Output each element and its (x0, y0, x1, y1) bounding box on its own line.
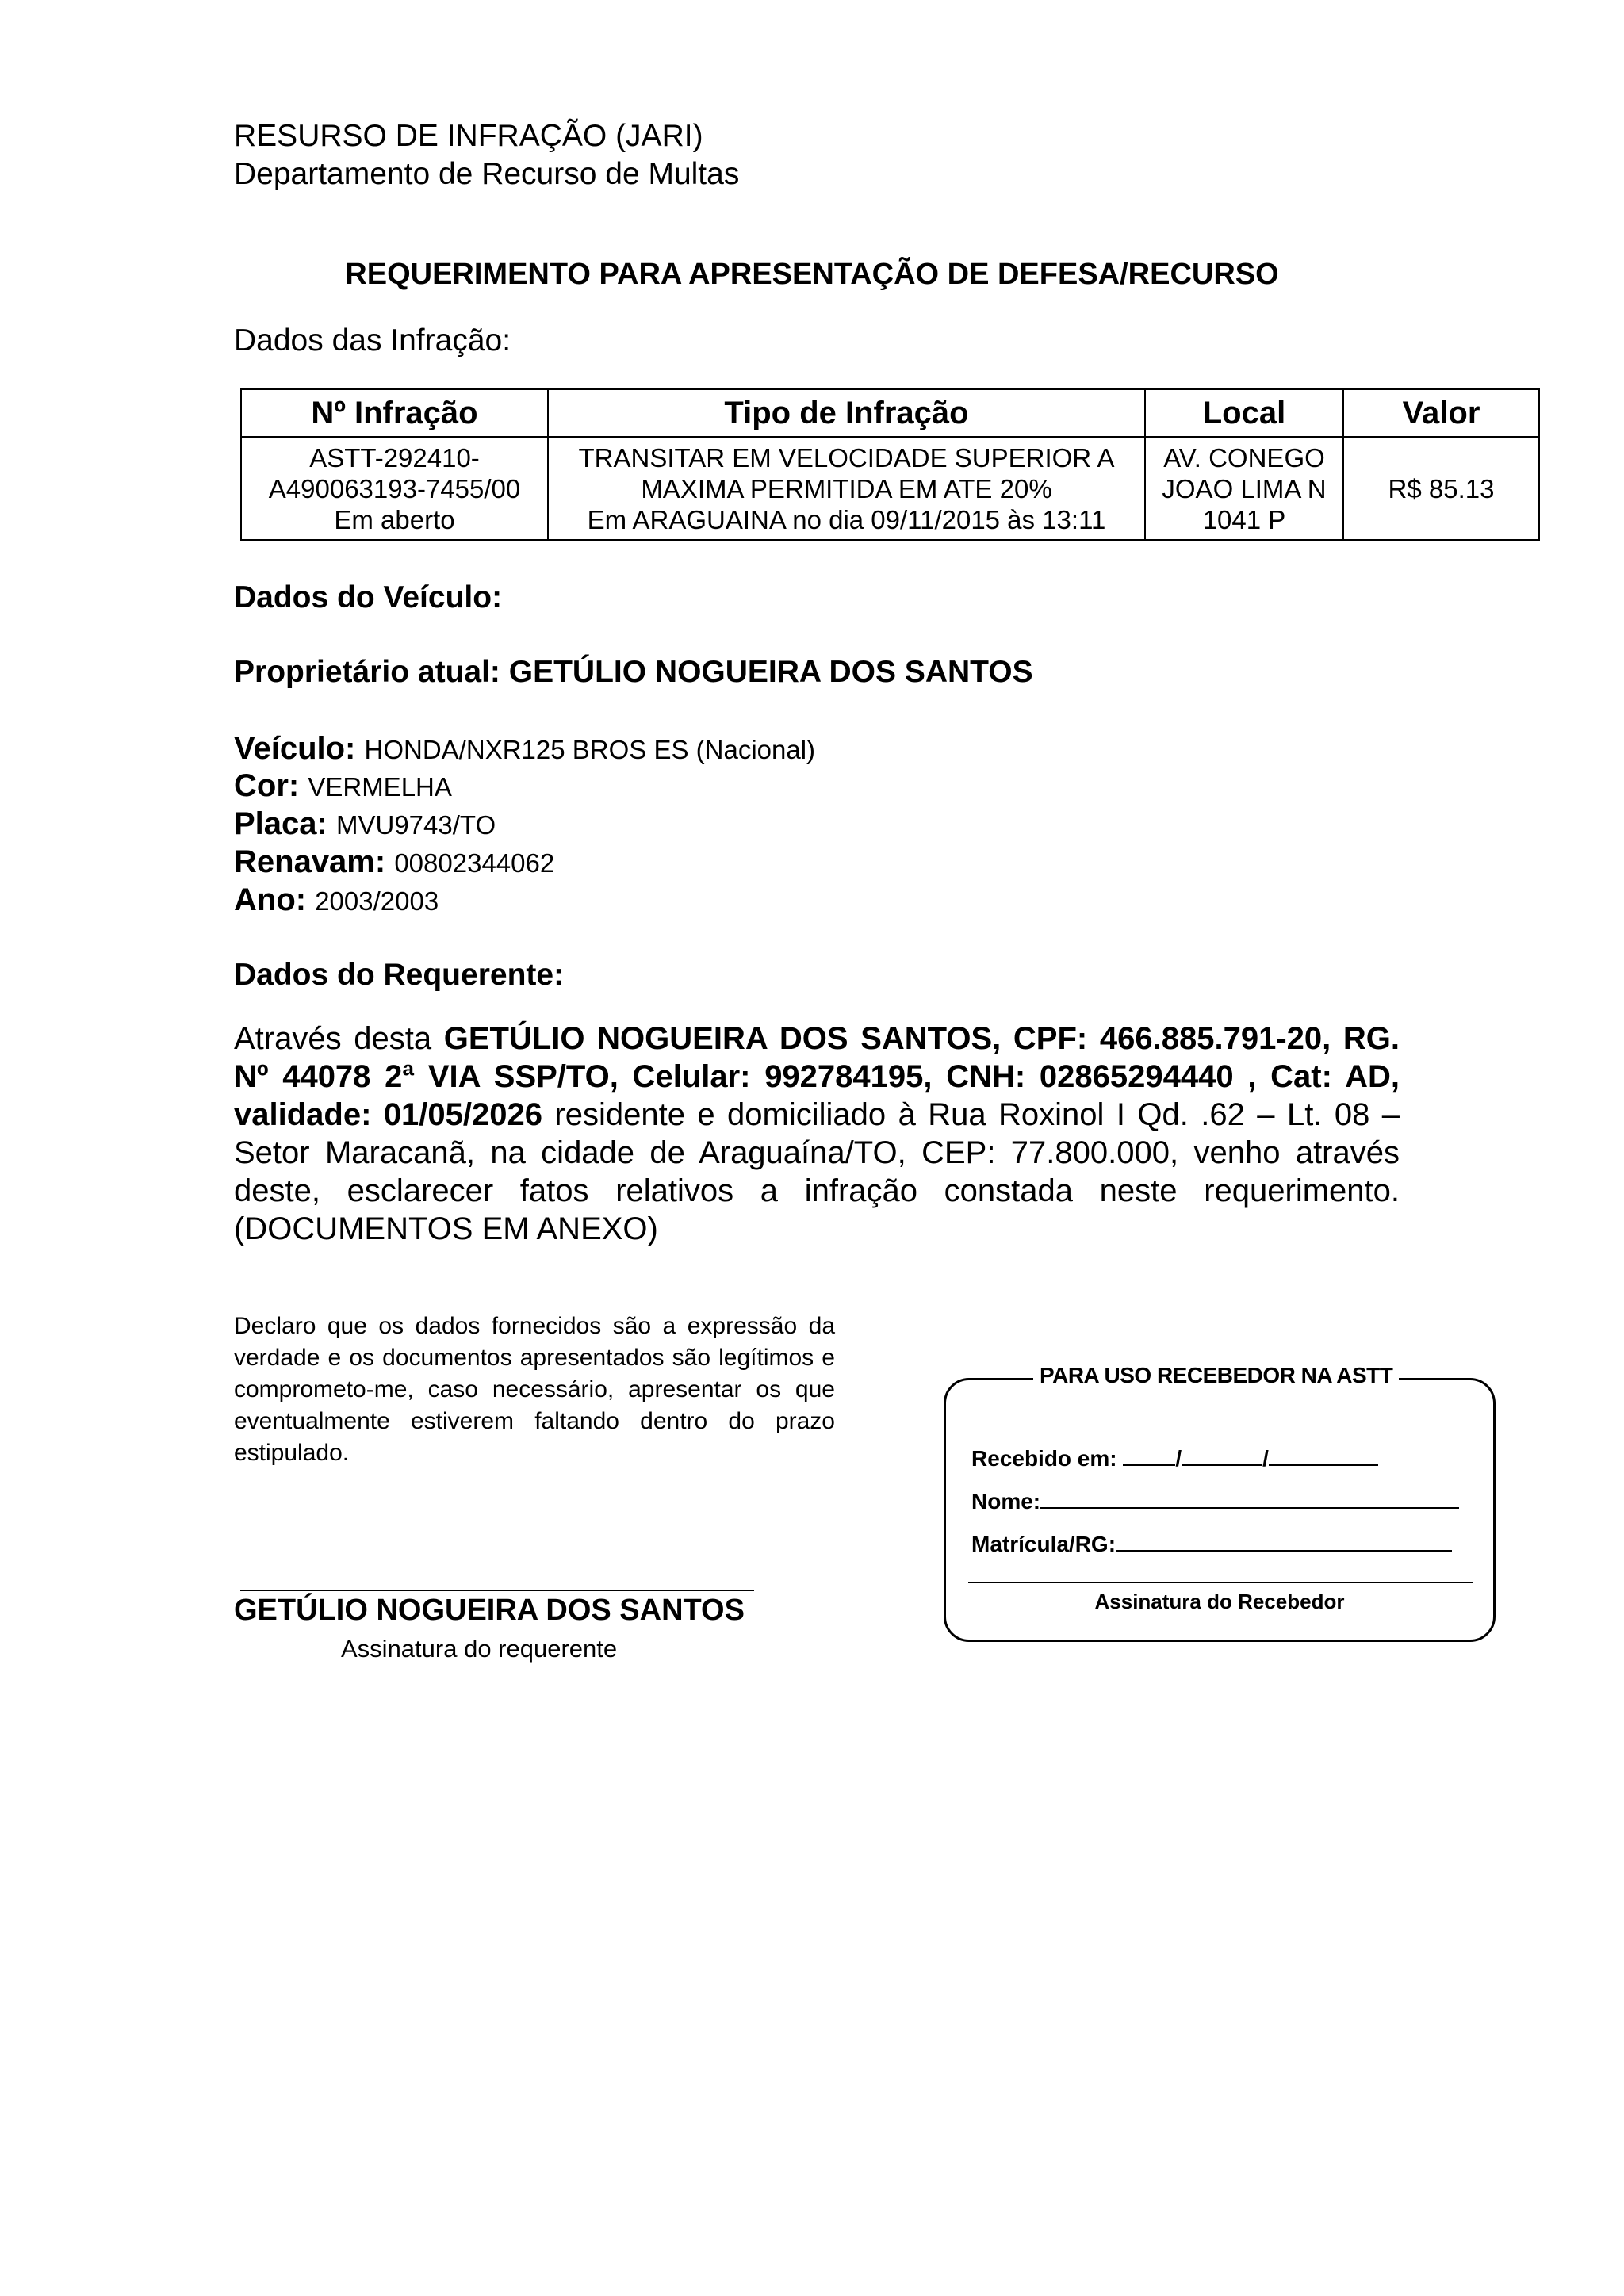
cell-local: AV. CONEGO JOAO LIMA N 1041 P (1145, 437, 1343, 540)
requerente-paragraph: Através desta GETÚLIO NOGUEIRA DOS SANTOS, CPF: 466.885.791-20, RG. Nº 44078 2ª VIA SSP/TO, Celular: 992784195, CNH: 02865294440 , Cat: AD, validade: 01/05/2026 residente e domiciliado à Rua Roxinol I Qd. .62 – Lt. 08 – Setor Maracanã, na cidade de Araguaína/TO, CEP: 77.800.000, venho através deste, esclarecer fatos relativos a infração constada neste requerimento. (DOCUMENTOS EM ANEXO) (234, 1021, 1400, 1246)
proprietario-label: Proprietário atual: (234, 655, 500, 689)
signature-line (240, 1590, 754, 1591)
cell-numero: ASTT-292410- A490063193-7455/00 Em aberto (241, 437, 548, 540)
header-local: Local (1145, 389, 1343, 437)
header-numero: Nº Infração (241, 389, 548, 437)
header-subtitle: Departamento de Recurso de Multas (234, 157, 740, 191)
infracao-section-label: Dados das Infração: (234, 323, 511, 358)
cell-tipo: TRANSITAR EM VELOCIDADE SUPERIOR A MAXIMA PERMITIDA EM ATE 20% Em ARAGUAINA no dia 09/11/2015 às 13:11 (548, 437, 1145, 540)
placa-field: Placa: MVU9743/TO (234, 806, 496, 841)
stamp-recebido-row: Recebido em: / / (971, 1444, 1378, 1471)
header-valor: Valor (1343, 389, 1539, 437)
stamp-signature-caption: Assinatura do Recebedor (1094, 1590, 1345, 1613)
signature-name: GETÚLIO NOGUEIRA DOS SANTOS (234, 1594, 745, 1627)
requerente-section-label: Dados do Requerente: (234, 958, 565, 992)
table-row (241, 437, 1539, 540)
veiculo-section-label: Dados do Veículo: (234, 580, 503, 614)
proprietario-line (234, 655, 1033, 690)
infracao-table (240, 388, 1540, 541)
table-header-row (241, 389, 1539, 437)
stamp-matricula-row: Matrícula/RG: (971, 1529, 1452, 1557)
cell-valor: R$ 85.13 (1343, 437, 1539, 540)
stamp-nome-row: Nome: (971, 1487, 1459, 1514)
header-tipo: Tipo de Infração (548, 389, 1145, 437)
veiculo-field: Veículo: HONDA/NXR125 BROS ES (Nacional) (234, 731, 816, 766)
document-title: REQUERIMENTO PARA APRESENTAÇÃO DE DEFESA/RECURSO (345, 258, 1279, 291)
stamp-title: PARA USO RECEBEDOR NA ASTT (1033, 1363, 1399, 1388)
proprietario-value: GETÚLIO NOGUEIRA DOS SANTOS (508, 655, 1033, 689)
cor-field: Cor: VERMELHA (234, 768, 452, 803)
receiver-stamp-box (944, 1363, 1496, 1642)
stamp-signature-line (968, 1582, 1473, 1583)
header-title: RESURSO DE INFRAÇÃO (JARI) (234, 119, 703, 153)
signature-caption: Assinatura do requerente (341, 1635, 618, 1663)
declaracao-text: Declaro que os dados fornecidos são a expressão da verdade e os documentos apresentados são legítimos e comprometo-me, caso necessário, apresentar os que eventualmente estiverem faltando dentro do prazo estipulado. (234, 1313, 835, 1466)
ano-field: Ano: 2003/2003 (234, 882, 439, 917)
renavam-field: Renavam: 00802344062 (234, 844, 555, 879)
